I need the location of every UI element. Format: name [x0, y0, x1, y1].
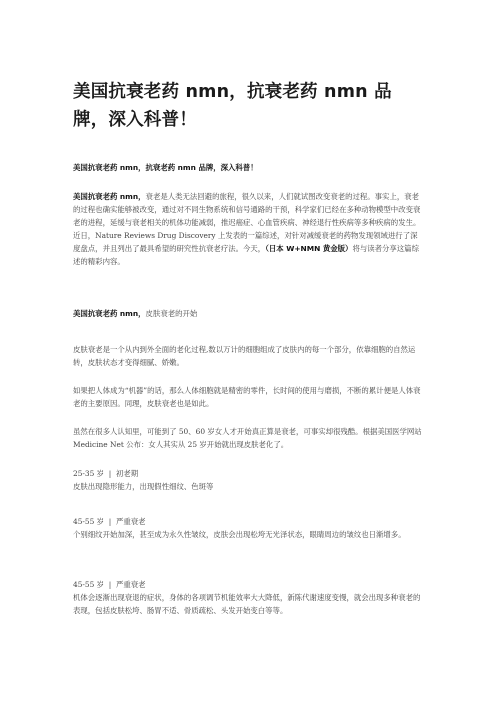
- section-heading: [73, 307, 197, 320]
- stage-item: [73, 515, 423, 541]
- stage-description: 个别细纹开始加深，甚至成为永久性皱纹，皮肤会出现松垮无光泽状态，眼睛周边的皱纹也日渐增多。: [73, 530, 406, 539]
- stage-heading: 25-35 岁 | 初老期: [73, 469, 139, 478]
- section-lead: 美国抗衰老药 nmn，: [73, 309, 146, 318]
- stage-item: [73, 467, 423, 493]
- paragraph-machine-analogy: 如果把人体成为“机器”的话，那么人体细胞就是精密的零件，长时间的使用与磨损，不断的累计便是人体衰老的主要原因。同理，皮肤衰老也是如此。: [73, 386, 421, 408]
- page-title: 美国抗衰老药 nmn，抗衰老药 nmn 品牌，深入科普！: [73, 82, 392, 130]
- intro-paragraph: [73, 190, 423, 268]
- stage-heading: 45-55 岁 | 严重衰老: [73, 580, 146, 589]
- section-title: 皮肤衰老的开始: [145, 309, 198, 318]
- stage-description: 皮肤出现隐形能力，出现假性细纹、色斑等: [73, 482, 214, 491]
- stage-heading: 45-55 岁 | 严重衰老: [73, 517, 146, 526]
- paragraph-age-onset: 虽然在很多人认知里，可能到了 50、60 岁女人才开始真正算是衰老，可事实却很残酷。根据美国医学网站 Medicine Net 公布：女人其实从 25 岁开始就出现皮肤老化了。: [73, 427, 422, 449]
- paragraph-skin-aging: 皮肤衰老是一个从内到外全面的老化过程,数以万计的细胞组成了皮肤内的每一个部分，依靠细胞的自然运转，皮肤状态才变得细腻、娇嫩。: [73, 345, 416, 367]
- intro-highlight: （日本 W+NMN 黄金版）: [265, 244, 353, 253]
- subtitle: 美国抗衰老药 nmn，抗衰老药 nmn 品牌，深入科普！: [73, 163, 258, 172]
- stage-description: 机体会逐渐出现衰退的症状，身体的各项调节机能效率大大降低，新陈代谢速度变慢，就会出现多种衰老的表现，包括皮肤松垮、肠胃不适、骨质疏松、头发开始变白等等。: [73, 593, 421, 615]
- intro-lead: 美国抗衰老药 nmn，: [73, 192, 146, 201]
- stage-item: [73, 578, 423, 617]
- intro-text: 衰老是人类无法回避的旅程，很久以来，人们就试图改变衰老的过程。事实上，衰老的过程也确实能够被改变，通过对不同生物系统和信号通路的干预，科学家们已经在多种动物模型中改变衰老的进程，延缓与衰老相关的机体功能减弱，推迟癌症、心血管疾病、神经退行性疾病等多种疾病的发生。近日，Nature Reviews Drug Discovery 上发表的一篇综述，对针对减缓衰老的药物发现领域进行了深度盘点，并且列出了最具希望的研究性抗衰老疗法。今天，: [73, 192, 421, 253]
- intro-tail: 将与读者分享这篇综述的精彩内容。: [73, 244, 419, 266]
